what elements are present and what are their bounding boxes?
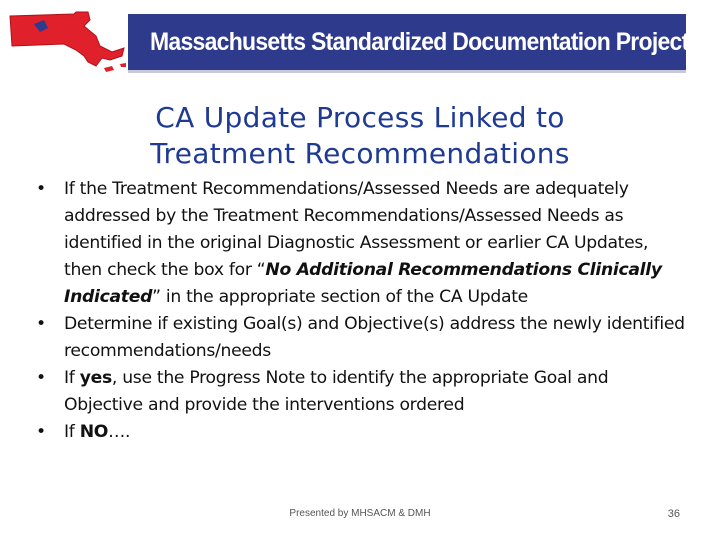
bullet-text: Determine if existing Goal(s) and Objective(s) address the newly identified recommendations/needs — [64, 314, 685, 361]
massachusetts-map-icon — [4, 6, 132, 78]
bullet-strong: NO — [79, 422, 109, 442]
bullet-text: If the Treatment Recommendations/Assessed Needs are adequately addressed by the Treatment Recommendations/Assessed Needs as identified in the original Diagnostic Assessment or earlier CA Updates, then check the box for “ — [64, 179, 649, 280]
bullet-strong: yes — [79, 368, 112, 388]
footer-presented-by: Presented by MHSACM & DMH — [289, 508, 431, 519]
slide-title — [60, 100, 660, 172]
bullet-text: …. — [108, 422, 131, 442]
bullet-icon: • — [36, 179, 46, 199]
list-item — [36, 311, 686, 365]
banner-title: Massachusetts Standardized Documentation Project — [150, 28, 689, 56]
header-banner — [0, 0, 720, 88]
bullet-text: , use the Progress Note to identify the appropriate Goal and Objective and provide the interventions ordered — [64, 368, 609, 415]
page-number: 36 — [667, 508, 680, 520]
bullet-icon: • — [36, 368, 46, 388]
bullet-text: ” in the appropriate section of the CA Update — [152, 287, 528, 307]
bullet-text: If — [64, 422, 80, 442]
bullet-text: If — [64, 368, 80, 388]
bullet-list — [36, 176, 686, 446]
slide-title-line-2: Treatment Recommendations — [150, 137, 570, 170]
slide-title-line-1: CA Update Process Linked to — [155, 101, 565, 134]
bullet-emphasis: No Additional Recommendations Clinically Indicated — [64, 260, 662, 307]
list-item — [36, 419, 686, 446]
bullet-icon: • — [36, 422, 46, 442]
list-item — [36, 365, 686, 419]
bullet-icon: • — [36, 314, 46, 334]
list-item — [36, 176, 686, 311]
